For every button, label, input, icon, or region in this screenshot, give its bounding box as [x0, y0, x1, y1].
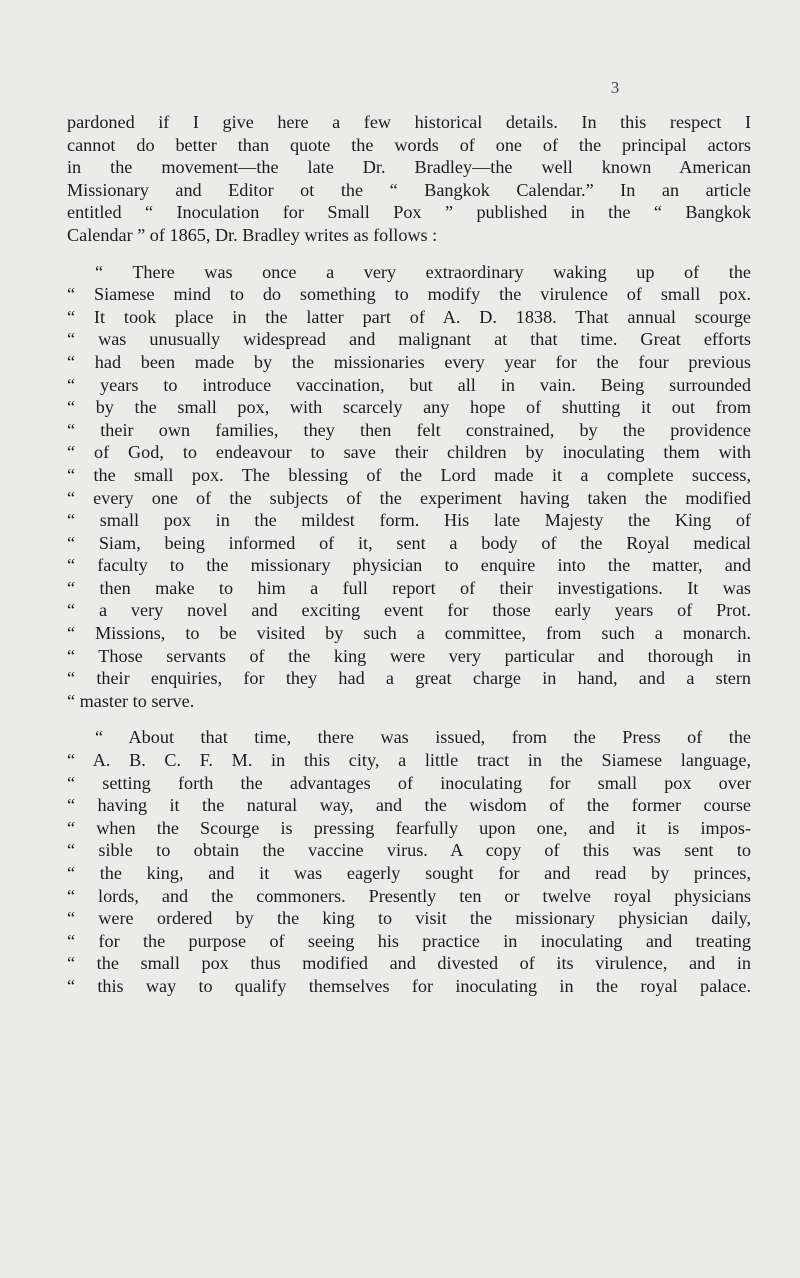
text-line: “ when the Scourge is pressing fearfully upon one, and it is impos- — [67, 817, 751, 838]
text-line: “ of God, to endeavour to save their children by inoculating them with — [67, 442, 751, 463]
text-line: “ It took place in the latter part of A. D. 1838. That annual scourge — [67, 306, 751, 327]
text-line: “ were ordered by the king to visit the missionary physician daily, — [67, 908, 751, 929]
text-line: “ Siam, being informed of it, sent a body of the Royal medical — [67, 532, 751, 553]
text-line: “ sible to obtain the vaccine virus. A copy of this was sent to — [67, 840, 751, 861]
text-line: “ There was once a very extraordinary waking up of the — [95, 261, 751, 282]
text-line: “ by the small pox, with scarcely any hope of shutting it out from — [67, 397, 751, 418]
text-line: “ A. B. C. F. M. in this city, a little tract in the Siamese language, — [67, 750, 751, 771]
text-line: Calendar ” of 1865, Dr. Bradley writes as follows : — [67, 224, 438, 245]
text-line: “ the small pox thus modified and divested of its virulence, and in — [67, 953, 751, 974]
text-line: cannot do better than quote the words of one of the principal actors — [67, 134, 751, 155]
text-line: Missionary and Editor ot the “ Bangkok Calendar.” In an article — [67, 179, 751, 200]
paragraph-quote-1 — [67, 261, 751, 713]
text-line: “ About that time, there was issued, from the Press of the — [95, 727, 751, 748]
text-line: “ their enquiries, for they had a great charge in hand, and a stern — [67, 668, 751, 689]
text-line: “ every one of the subjects of the experiment having taken the modified — [67, 487, 751, 508]
text-line: “ lords, and the commoners. Presently ten or twelve royal physicians — [67, 885, 751, 906]
text-line: “ had been made by the missionaries every year for the four previous — [67, 351, 751, 372]
text-line: “ small pox in the mildest form. His late Majesty the King of — [67, 510, 751, 531]
text-line: “ a very novel and exciting event for those early years of Prot. — [67, 600, 751, 621]
text-line: “ setting forth the advantages of inoculating for small pox over — [67, 772, 751, 793]
text-line: “ having it the natural way, and the wisdom of the former course — [67, 795, 751, 816]
text-line: “ Siamese mind to do something to modify the virulence of small pox. — [67, 284, 751, 305]
text-line: “ for the purpose of seeing his practice in inoculating and treating — [67, 930, 751, 951]
text-line: entitled “ Inoculation for Small Pox ” published in the “ Bangkok — [67, 202, 751, 223]
text-line: “ this way to qualify themselves for inoculating in the royal palace. — [67, 975, 751, 996]
text-line: in the movement—the late Dr. Bradley—the well known American — [67, 157, 751, 178]
text-line: “ the king, and it was eagerly sought for and read by princes, — [67, 863, 751, 883]
paragraph-intro — [67, 111, 751, 247]
body-text — [67, 111, 751, 998]
paragraph-quote-2 — [67, 726, 751, 997]
text-line: “ years to introduce vaccination, but all in vain. Being surrounded — [67, 374, 751, 395]
text-line: “ Missions, to be visited by such a committee, from such a monarch. — [67, 623, 751, 644]
text-line: “ their own families, they then felt constrained, by the providence — [67, 419, 751, 440]
page-number: 3 — [610, 78, 620, 97]
text-line: “ then make to him a full report of their investigations. It was — [67, 577, 751, 598]
text-line: pardoned if I give here a few historical details. In this respect I — [67, 112, 751, 132]
text-line: “ was unusually widespread and malignant at that time. Great efforts — [67, 329, 751, 350]
text-line: “ Those servants of the king were very particular and thorough in — [67, 645, 751, 666]
text-line: “ faculty to the missionary physician to enquire into the matter, and — [67, 555, 751, 576]
text-line: “ the small pox. The blessing of the Lord made it a complete success, — [67, 464, 751, 485]
text-line: “ master to serve. — [67, 690, 195, 711]
